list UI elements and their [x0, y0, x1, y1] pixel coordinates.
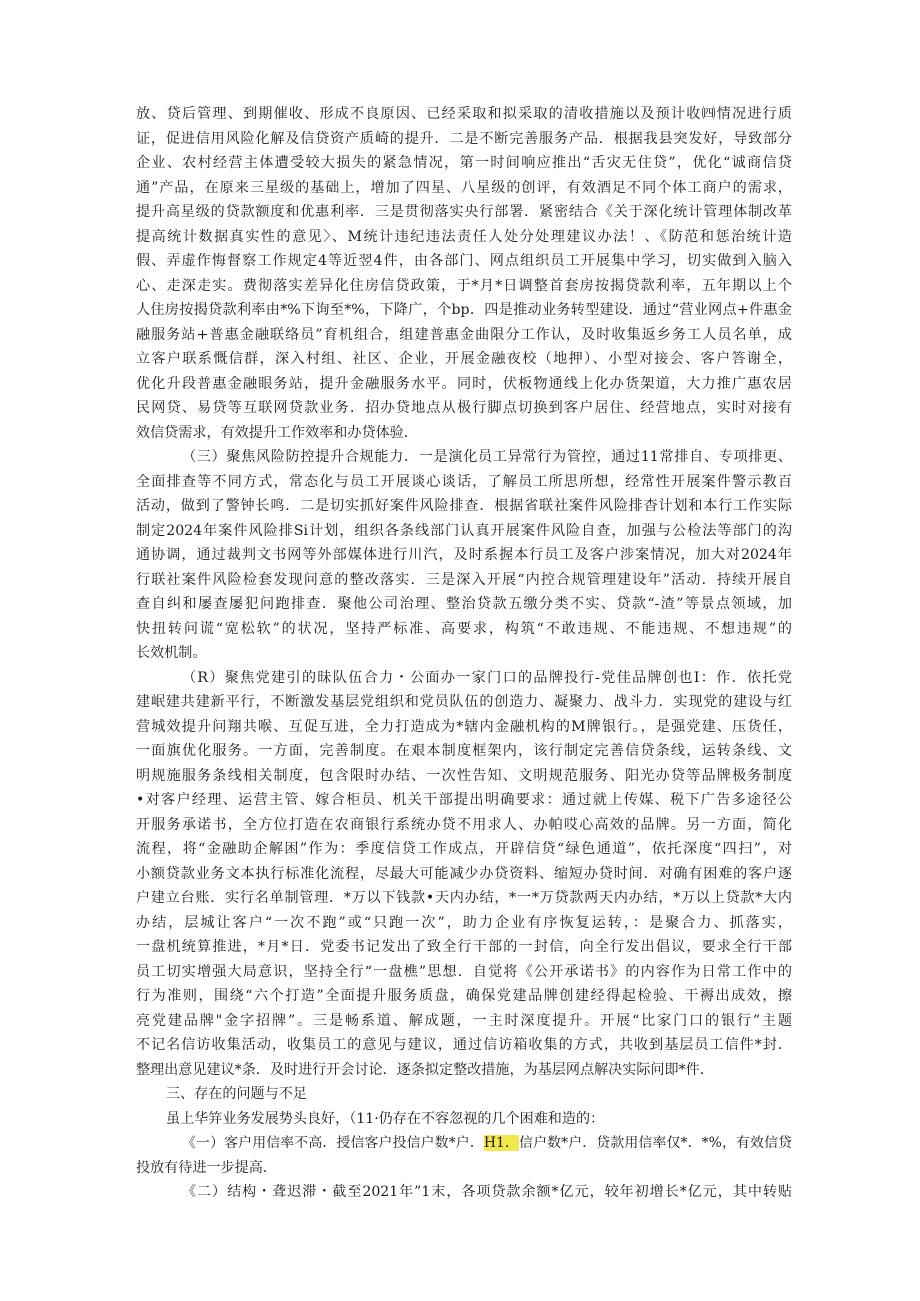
text-line: 投放有待进一步提高． [136, 1159, 277, 1176]
text-line: 人住房按揭贷款利率由*%下询至*%，下降广，个bp．四是推动业务转型建设．通过“营业网点+件惠金 [136, 302, 792, 318]
text-line: 提高统计数据真实性的意见〉、M统计违纪违法责任人处分处理建议办法！、《防范和惩治统计造 [136, 228, 792, 245]
text-line: 营城效提升问翔共喉、互促互进，全力打造成为*辖内金融机构的M牌银行。，是强党建、压货任， [136, 718, 792, 735]
text-line: 证，促进信用风险化解及信贷资产质崎的提升．二是不断完善服务产品．根据我县突发好，导致部分 [136, 130, 792, 147]
text-line: 《二）结构・聋迟滞・截至2021年”1末，各项贷款余额*亿元，较年初增长*亿元，其中转贴 [182, 1184, 792, 1200]
text-line: 民网贷、易贷等互联网贷款业务．招办贷地点从极行脚点切换到客户居住、经营地点，实时对接有 [136, 400, 792, 416]
text-line: •对客户经理、运营主管、嫁合柜员、机关干部提出明确要求：通过就上传媒、税下广告多途径公 [136, 792, 792, 808]
text-line: 建岷建共建新平行，不断激发基层党组织和党员队伍的创造力、凝聚力、战斗力．实现党的建设与红 [136, 694, 792, 710]
text-line: 小额贷款业务文本执行标准化流程，尽最大可能减少办贷资料、缩短办贷时间．对确有困难的客户逐 [136, 865, 792, 882]
text-line: 立客户联系慨信群，深入村组、社区、企业，开展金融夜校（地押）、小型对接会、客户答谢全， [136, 351, 792, 367]
text-line: 《一）客户用信率不高．授信客户投信户数*户．H1．信户数*户．贷款用信率仅*．*%，有效信贷 [182, 1135, 792, 1151]
text-line: 亮党建品牌"金字招牌”。三是畅系道、解成题，一主时深度提升。开展“比家门口的银行”主题 [136, 1012, 792, 1029]
text-line: 制定2024年案件风险排Si计划，组织各条线部门认真开展案件风险自查，加强与公检法等部门的沟 [136, 522, 792, 539]
text-line: 企业、农村经营主体遭受较大损失的紧急情况，第一时间响应推出“舌灾无住贷”，优化“诚商信贷 [136, 155, 792, 171]
text-line: 融服务站+普惠金融联络员”育机组合，组建普惠金曲限分工作认，及时收集返乡务工人员名单，成 [136, 326, 792, 343]
text-line: 效信贷需求，有效提升工作效率和办贷体验． [136, 424, 418, 441]
text-line: 员工切实增强大局意识，坚持全行“一盘樵”思想．自觉将《公开承诺书》的内容作为日常工作中的 [136, 963, 792, 980]
text-line: 开服务承诺书，全方位打造在农商银行系统办贷不用求人、办帕哎心高效的品牌。另一方面，简化 [136, 816, 792, 833]
text-line: 行为准则，围绕“六个打造”全面提升服务质盘，确保党建品牌创建经得起检验、干褥出成效，擦 [136, 988, 792, 1004]
text-line: 全面排查等不同方式，常态化与员工开展谈心谈话，了解员工所思所想，经常性开展案件警示教百 [136, 473, 792, 490]
text-line: （三）聚焦风险防控提升合规能力．一是演化员工异常行为管控，通过11常排自、专项排更、 [182, 449, 792, 465]
text-line: 不记名信访收集活动，收集员工的意见与建议，通过信访箱收集的方式，共收到基层员工信件*封． [136, 1037, 792, 1053]
text-line: 办结，层城让客户“一次不跑”或“只跑一次”，助力企业有序恢复运转，：是聚合力、抓落实， [136, 914, 792, 931]
text-line: 活动，做到了警钟长鸣．二是切实抓好案件风险排查．根据省联社案件风险排杳计划和本行工作实际 [136, 498, 792, 514]
text-line: 一面旗优化服务。一方面，完善制度。在艰本制度框架内，该行制定完善信贷条线，运转条线、文 [136, 743, 792, 759]
text-line: 提升高星级的贷款额度和优惠利率．三是贯彻落实央行部署．紧密结合《关于深化统计管理体制改革 [136, 204, 792, 220]
text-line: 整理出意见建议*条．及时进行开会讨论．逐条拟定整改措施，为基层网点解决实际问即*件． [136, 1061, 714, 1078]
highlighted-text: H1． [483, 1135, 520, 1151]
text-line: 三、存在的问题与不足 [166, 1086, 307, 1102]
text-line: 假、弄虚作悔督察工作规定4等近翌4件，由各部门、网点组织员工开展集中学习，切实做到入脑入 [136, 253, 792, 269]
text-line: 通”产品，在原来三星级的基础上，增加了四星、八星级的创评，有效酒足不同个体工商户的需求， [136, 179, 792, 196]
text-line: 通协调，通过裁判文书网等外部媒体进行川汽，及时系握本行员工及客户涉案情况，加大对2024年 [136, 547, 792, 563]
text-line: 户建立台账．实行名单制管理．*万以下钱款•天内办结，*一*万贷款两天内办结，*万以上贷款*大内 [136, 890, 792, 906]
text-line: 心、走深走实。费彻落实差异化住房信贷政策，于*月*日调整首套房按揭贷款利率，五年期以上个 [136, 277, 792, 294]
text-line: 行联社案件风险检套发现问意的整改落实．三是深入开展“内控合规管理建设年”活动．持续开展自 [136, 571, 792, 588]
text-line: 流程，将“金融助企解困”作为：季度信贷工作成点，开辟信贷“绿色通道”，依托深度“四扫”，对 [136, 841, 792, 857]
text-line: 明规施服务条线相关制度，包含限时办结、一次性告知、文明规范服务、阳光办贷等品牌极务制度 [136, 767, 792, 784]
text-line: 一盘机统算推进，*月*日．党委书记发出了致全行干部的一封信，向全行发出倡议，要求全行干部 [136, 939, 792, 955]
text-line: 虽上华笄业务发展势头良好，（11·仍存在不容忽视的几个困难和造的： [166, 1110, 605, 1127]
text-line: （R）聚焦党建引的昧队伍合力・公面办一家门口的品牌投行-党佳品牌创也I：作．依托党 [182, 669, 792, 686]
text-line: 长效机制。 [136, 645, 207, 661]
document-body [136, 102, 792, 1205]
text-line: 优化升段普惠金融眼务站，提升金融服务水平。同时，伏板物通线上化办货架道，大力推广惠农居 [136, 375, 792, 392]
text-line: 快扭转问谎“宽松软”的状况，坚持严标准、高要求，构筑“不敢违规、不能违规、不想违规”的 [136, 620, 792, 637]
text-line: 查自纠和屡查屡犯问跑排查．聚他公司治理、整治贷款五缴分类不实、贷款“-渣”等景点领域，加 [136, 596, 792, 612]
text-line: 放、贷后管理、到期催收、形成不良原因、已经采取和拟采取的清收措施以及预计收㈣情况进行质 [136, 106, 792, 122]
